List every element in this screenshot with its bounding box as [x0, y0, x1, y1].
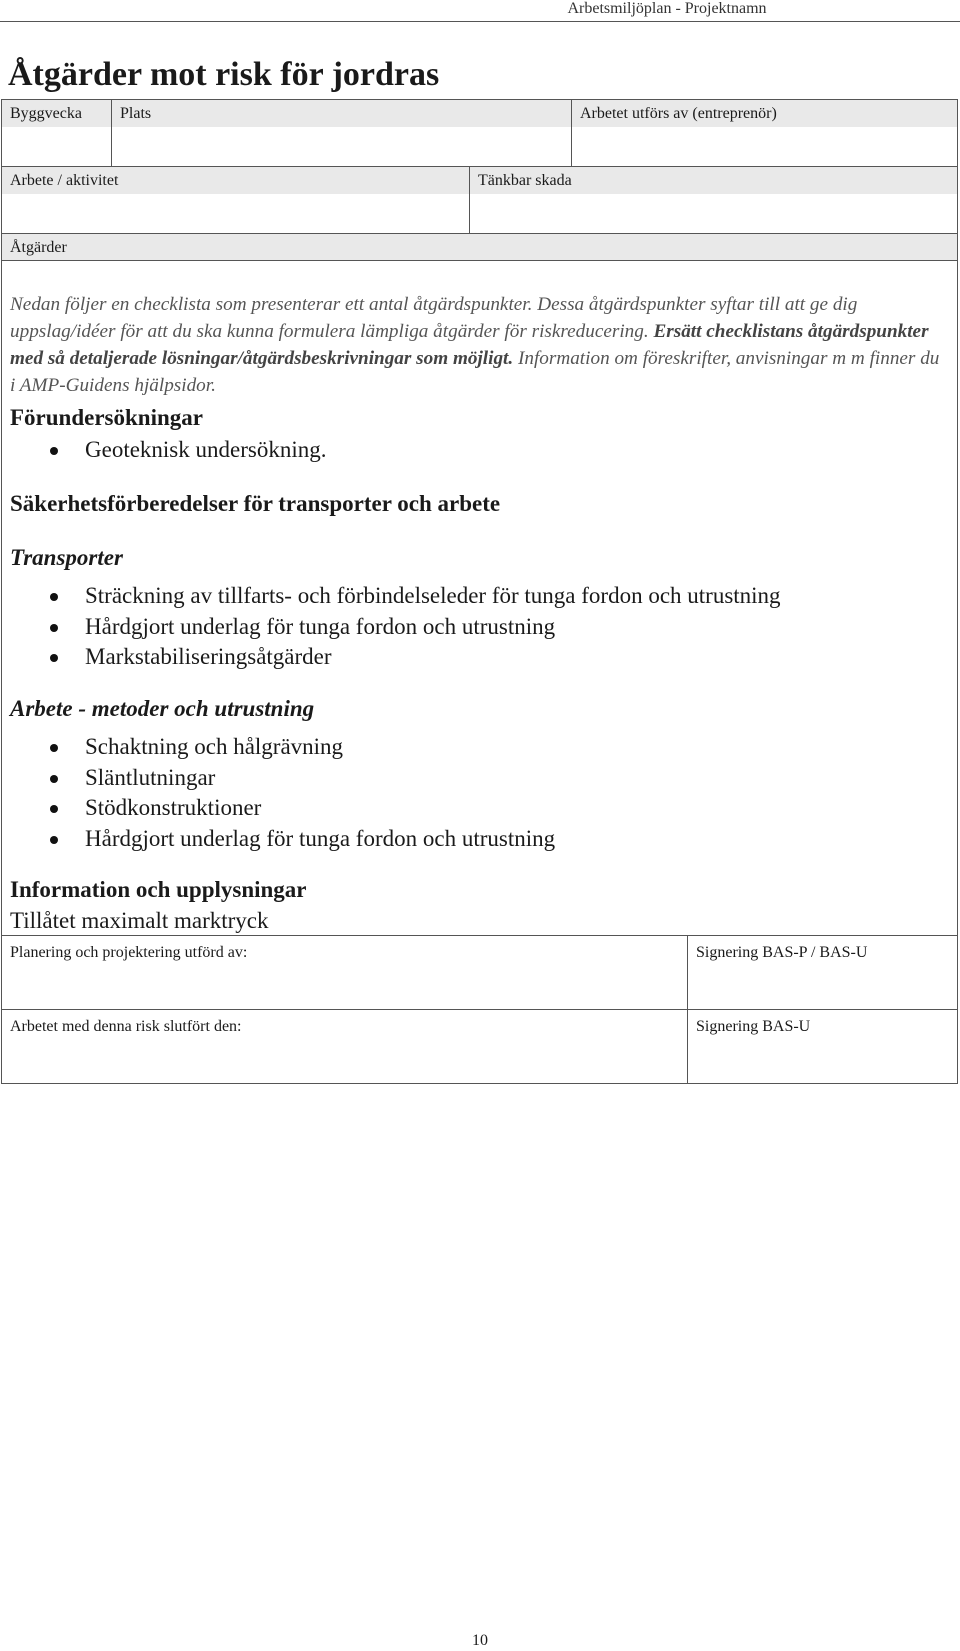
transporter-heading: Transporter — [10, 545, 123, 570]
plats-label: Plats — [112, 100, 571, 127]
signering2-field[interactable] — [688, 1041, 957, 1083]
aktivitet-label: Arbete / aktivitet — [2, 167, 469, 194]
entreprenor-label: Arbetet utförs av (entreprenör) — [572, 100, 957, 127]
bullet-icon — [50, 654, 58, 662]
aktivitet-field[interactable] — [2, 194, 469, 233]
plats-cell[interactable] — [112, 100, 572, 166]
aktivitet-cell[interactable] — [2, 167, 470, 233]
entreprenor-field[interactable] — [572, 127, 957, 166]
atgarder-label: Åtgärder — [2, 234, 957, 261]
header-rule — [0, 21, 960, 22]
form-row-top-2 — [1, 166, 958, 233]
transporter-list — [2, 581, 781, 673]
signering2-label: Signering BAS-U — [696, 1018, 811, 1035]
signering1-field[interactable] — [688, 967, 957, 1009]
bullet-icon — [50, 805, 58, 813]
atgarder-body — [1, 260, 958, 935]
planering-label: Planering och projektering utförd av: — [10, 944, 248, 961]
signering1-label: Signering BAS-P / BAS-U — [696, 944, 868, 961]
form-row-bottom-1 — [1, 935, 958, 1009]
byggvecka-cell[interactable] — [2, 100, 112, 166]
signering2-cell[interactable] — [688, 1010, 958, 1083]
list-item-text: Schaktning och hålgrävning — [85, 734, 344, 759]
bullet-icon — [50, 624, 58, 632]
atgarder-cell — [2, 234, 958, 260]
list-item — [2, 824, 555, 855]
bullet-icon — [50, 447, 58, 455]
list-item — [2, 642, 781, 673]
information-heading: Information och upplysningar — [10, 877, 307, 902]
running-header: Arbetsmiljöplan - Projektnamn — [567, 0, 767, 17]
intro-text-2: Information om föreskrifter, anvisningar m m finner du i AMP-Guidens hjälpsidor. — [10, 348, 940, 396]
arbete-heading: Arbete - metoder och utrustning — [10, 696, 315, 721]
signering1-cell[interactable] — [688, 936, 958, 1009]
intro-bold: Ersätt checklistans åtgärdspunkter med så detaljerade lösningar/åtgärdsbeskrivningar som möjligt. — [10, 321, 929, 369]
form-row-atgarder — [1, 233, 958, 260]
skada-field[interactable] — [470, 194, 957, 233]
page-number: 10 — [472, 1632, 488, 1649]
form-row-top-1 — [1, 99, 958, 166]
planering-cell[interactable] — [2, 936, 688, 1009]
arbete-list — [2, 732, 555, 854]
bullet-icon — [50, 744, 58, 752]
list-item-text: Stödkonstruktioner — [85, 795, 262, 820]
list-item-text: Hårdgjort underlag för tunga fordon och utrustning — [85, 613, 556, 639]
list-item-text: Geoteknisk undersökning. — [85, 437, 327, 462]
bullet-icon — [50, 836, 58, 844]
list-item — [2, 612, 781, 643]
list-item — [2, 581, 781, 612]
slutfort-field[interactable] — [2, 1041, 687, 1083]
slutfort-cell[interactable] — [2, 1010, 688, 1083]
list-item-text: Släntlutningar — [85, 764, 216, 790]
list-item-text: Markstabiliseringsåtgärder — [85, 644, 332, 669]
planering-field[interactable] — [2, 967, 687, 1009]
bullet-icon — [50, 593, 58, 601]
list-item — [2, 732, 555, 763]
byggvecka-field[interactable] — [2, 127, 111, 166]
plats-field[interactable] — [112, 127, 571, 166]
intro-paragraph — [10, 291, 945, 399]
forundersokningar-list — [2, 435, 326, 466]
list-item-text: Hårdgjort underlag för tunga fordon och utrustning — [85, 825, 556, 851]
byggvecka-label: Byggvecka — [2, 100, 111, 127]
slutfort-label: Arbetet med denna risk slutfört den: — [10, 1018, 242, 1035]
list-item — [2, 435, 326, 466]
information-text: Tillåtet maximalt marktryck — [10, 908, 269, 933]
forundersokningar-heading: Förundersökningar — [10, 405, 203, 430]
skada-label: Tänkbar skada — [470, 167, 957, 194]
list-item — [2, 763, 555, 794]
list-item-text: Sträckning av tillfarts- och förbindelseleder för tunga fordon och utrustning — [85, 583, 781, 608]
skada-cell[interactable] — [470, 167, 958, 233]
sakerhet-heading: Säkerhetsförberedelser för transporter och arbete — [10, 491, 501, 516]
list-item — [2, 793, 555, 824]
entreprenor-cell[interactable] — [572, 100, 958, 166]
form-row-bottom-2 — [1, 1009, 958, 1084]
risk-form — [1, 99, 958, 1084]
page-title: Åtgärder mot risk för jordras — [8, 56, 440, 93]
intro-text-1: Nedan följer en checklista som presenterar ett antal åtgärdspunkter. Dessa åtgärdspunkter syftar till att ge dig uppslag/idéer för att du ska kunna formulera lämpliga åtgärder för riskreducering. — [10, 294, 858, 342]
bullet-icon — [50, 775, 58, 783]
